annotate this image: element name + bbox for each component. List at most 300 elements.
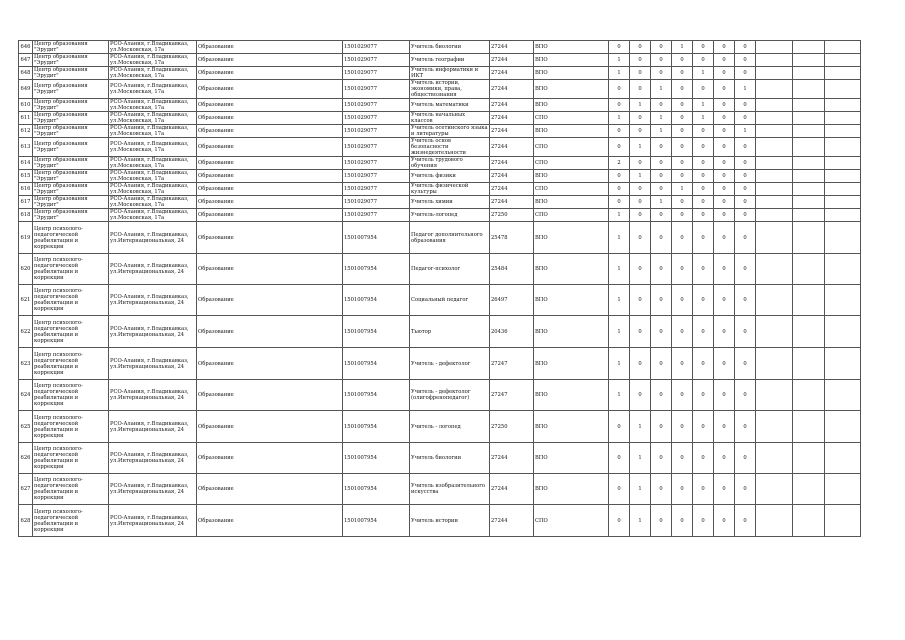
education-level-cell: СПО xyxy=(534,183,609,196)
value-cell: 1 xyxy=(609,348,630,380)
value-cell: 0 xyxy=(714,209,735,222)
value-cell: 0 xyxy=(735,348,756,380)
value-cell: 0 xyxy=(714,183,735,196)
inn-cell: 1501029077 xyxy=(343,170,410,183)
education-level-cell: ВПО xyxy=(534,443,609,474)
value-cell: 0 xyxy=(609,443,630,474)
value-cell: 0 xyxy=(630,54,651,67)
position-cell: Учитель физики xyxy=(410,170,490,183)
value-cell: 0 xyxy=(672,170,693,183)
education-level-cell: ВПО xyxy=(534,170,609,183)
empty-cell xyxy=(825,443,861,474)
empty-cell xyxy=(825,411,861,443)
value-cell: 0 xyxy=(693,138,714,157)
empty-cell xyxy=(793,183,825,196)
sector-cell: Образование xyxy=(197,80,343,99)
inn-cell: 1501007954 xyxy=(343,380,410,411)
value-cell: 1 xyxy=(630,170,651,183)
education-level-cell: ВПО xyxy=(534,316,609,348)
sector-cell: Образование xyxy=(197,254,343,285)
empty-cell xyxy=(793,348,825,380)
position-cell: Учитель-логопед xyxy=(410,209,490,222)
value-cell: 0 xyxy=(693,380,714,411)
value-cell: 0 xyxy=(672,112,693,125)
value-cell: 0 xyxy=(630,125,651,138)
table-row xyxy=(19,380,861,411)
value-cell: 0 xyxy=(693,196,714,209)
inn-cell: 1501007954 xyxy=(343,316,410,348)
value-cell: 0 xyxy=(630,41,651,54)
empty-cell xyxy=(825,222,861,254)
education-level-cell: ВПО xyxy=(534,54,609,67)
sector-cell: Образование xyxy=(197,285,343,316)
vacancy-register-table xyxy=(18,40,861,537)
value-cell: 0 xyxy=(609,411,630,443)
value-cell: 0 xyxy=(714,125,735,138)
value-cell: 0 xyxy=(672,54,693,67)
empty-cell xyxy=(825,316,861,348)
table-row xyxy=(19,54,861,67)
address-cell: РСО-Алания, г.Владикавказ, ул.Интернациональная, 24 xyxy=(109,285,197,316)
education-level-cell: ВПО xyxy=(534,196,609,209)
inn-cell: 1501029077 xyxy=(343,112,410,125)
inn-cell: 1501029077 xyxy=(343,138,410,157)
okpdtr-code-cell: 27244 xyxy=(490,112,534,125)
value-cell: 0 xyxy=(651,41,672,54)
organization-cell: Центр образования "Эрудит" xyxy=(33,183,109,196)
empty-cell xyxy=(825,80,861,99)
organization-cell: Центр образования "Эрудит" xyxy=(33,41,109,54)
position-cell: Учитель биологии xyxy=(410,41,490,54)
value-cell: 0 xyxy=(630,209,651,222)
empty-cell xyxy=(825,157,861,170)
value-cell: 0 xyxy=(714,41,735,54)
sector-cell: Образование xyxy=(197,443,343,474)
okpdtr-code-cell: 20436 xyxy=(490,316,534,348)
organization-cell: Центр психолого-педагогической реабилитации и коррекции xyxy=(33,254,109,285)
okpdtr-code-cell: 25478 xyxy=(490,222,534,254)
row-number-cell: 616 xyxy=(19,183,33,196)
value-cell: 0 xyxy=(714,380,735,411)
value-cell: 0 xyxy=(672,505,693,537)
empty-cell xyxy=(825,254,861,285)
table-row xyxy=(19,157,861,170)
organization-cell: Центр образования "Эрудит" xyxy=(33,125,109,138)
empty-cell xyxy=(756,67,793,80)
address-cell: РСО-Алания, г.Владикавказ, ул.Московская, 17а xyxy=(109,125,197,138)
value-cell: 0 xyxy=(651,316,672,348)
value-cell: 1 xyxy=(693,67,714,80)
empty-cell xyxy=(793,41,825,54)
table-body xyxy=(19,41,861,537)
empty-cell xyxy=(825,99,861,112)
education-level-cell: ВПО xyxy=(534,474,609,505)
education-level-cell: ВПО xyxy=(534,254,609,285)
empty-cell xyxy=(756,380,793,411)
value-cell: 0 xyxy=(672,196,693,209)
value-cell: 0 xyxy=(672,474,693,505)
value-cell: 1 xyxy=(609,222,630,254)
okpdtr-code-cell: 26497 xyxy=(490,285,534,316)
empty-cell xyxy=(825,183,861,196)
empty-cell xyxy=(793,196,825,209)
empty-cell xyxy=(793,209,825,222)
value-cell: 0 xyxy=(630,157,651,170)
empty-cell xyxy=(756,209,793,222)
value-cell: 0 xyxy=(735,443,756,474)
empty-cell xyxy=(825,138,861,157)
empty-cell xyxy=(825,41,861,54)
okpdtr-code-cell: 27244 xyxy=(490,99,534,112)
value-cell: 0 xyxy=(735,99,756,112)
value-cell: 1 xyxy=(672,183,693,196)
position-cell: Педагог-психолог xyxy=(410,254,490,285)
value-cell: 0 xyxy=(714,222,735,254)
position-cell: Учитель начальных классов xyxy=(410,112,490,125)
organization-cell: Центр психолого-педагогической реабилитации и коррекции xyxy=(33,285,109,316)
position-cell: Учитель - логопед xyxy=(410,411,490,443)
organization-cell: Центр образования "Эрудит" xyxy=(33,112,109,125)
address-cell: РСО-Алания, г.Владикавказ, ул.Московская, 17а xyxy=(109,67,197,80)
position-cell: Учитель осетинского языка и литературы xyxy=(411,125,488,137)
table-row xyxy=(19,254,861,285)
value-cell: 0 xyxy=(630,112,651,125)
value-cell: 0 xyxy=(693,285,714,316)
value-cell: 1 xyxy=(630,443,651,474)
value-cell: 0 xyxy=(651,183,672,196)
value-cell: 0 xyxy=(630,285,651,316)
inn-cell: 1501007954 xyxy=(343,505,410,537)
organization-cell: Центр психолого-педагогической реабилитации и коррекции xyxy=(33,474,109,505)
empty-cell xyxy=(756,285,793,316)
organization-cell: Центр образования "Эрудит" xyxy=(33,209,109,222)
value-cell: 1 xyxy=(651,196,672,209)
empty-cell xyxy=(825,112,861,125)
value-cell: 0 xyxy=(693,183,714,196)
value-cell: 0 xyxy=(735,411,756,443)
position-cell: Учитель истории xyxy=(410,505,490,537)
organization-cell: Центр образования "Эрудит" xyxy=(33,80,109,99)
value-cell: 0 xyxy=(630,183,651,196)
value-cell: 0 xyxy=(714,254,735,285)
value-cell: 0 xyxy=(714,316,735,348)
empty-cell xyxy=(793,54,825,67)
organization-cell: Центр психолого-педагогической реабилитации и коррекции xyxy=(33,505,109,537)
organization-cell: Центр образования "Эрудит" xyxy=(33,138,109,157)
value-cell: 0 xyxy=(630,348,651,380)
value-cell: 0 xyxy=(714,443,735,474)
table-row xyxy=(19,209,861,222)
value-cell: 0 xyxy=(651,209,672,222)
empty-cell xyxy=(756,112,793,125)
row-number-cell: 610 xyxy=(19,99,33,112)
empty-cell xyxy=(756,411,793,443)
table-row xyxy=(19,112,861,125)
table-row xyxy=(19,316,861,348)
empty-cell xyxy=(825,67,861,80)
empty-cell xyxy=(825,380,861,411)
value-cell: 0 xyxy=(735,67,756,80)
row-number-cell: 646 xyxy=(19,41,33,54)
row-number-cell: 648 xyxy=(19,67,33,80)
address-cell: РСО-Алания, г.Владикавказ, ул.Московская, 17а xyxy=(109,54,197,67)
table-row xyxy=(19,99,861,112)
value-cell: 0 xyxy=(735,505,756,537)
address-cell: РСО-Алания, г.Владикавказ, ул.Московская, 17а xyxy=(109,183,197,196)
row-number-cell: 615 xyxy=(19,170,33,183)
education-level-cell: СПО xyxy=(534,138,609,157)
organization-cell: Центр образования "Эрудит" xyxy=(33,170,109,183)
value-cell: 0 xyxy=(714,411,735,443)
position-cell: Учитель математики xyxy=(410,99,490,112)
table-row xyxy=(19,138,861,157)
empty-cell xyxy=(756,348,793,380)
education-level-cell: ВПО xyxy=(534,99,609,112)
value-cell: 1 xyxy=(651,125,672,138)
value-cell: 0 xyxy=(630,316,651,348)
value-cell: 0 xyxy=(651,411,672,443)
address-cell: РСО-Алания, г.Владикавказ, ул.Московская, 17а xyxy=(109,80,197,99)
position-cell: Социальный педагог xyxy=(410,285,490,316)
value-cell: 0 xyxy=(693,316,714,348)
okpdtr-code-cell: 27244 xyxy=(490,474,534,505)
empty-cell xyxy=(756,505,793,537)
education-level-cell: ВПО xyxy=(534,67,609,80)
organization-cell: Центр образования "Эрудит" xyxy=(33,157,109,170)
table-row xyxy=(19,67,861,80)
inn-cell: 1501029077 xyxy=(343,54,410,67)
sector-cell: Образование xyxy=(197,505,343,537)
position-cell: Учитель основ безопасности жизнедеятельности xyxy=(410,138,490,157)
value-cell: 0 xyxy=(735,157,756,170)
position-cell: Учитель - дефектолог (олигофренопедагог) xyxy=(410,380,490,411)
value-cell: 0 xyxy=(609,99,630,112)
value-cell: 0 xyxy=(714,80,735,99)
value-cell: 0 xyxy=(630,380,651,411)
value-cell: 2 xyxy=(609,157,630,170)
row-number-cell: 619 xyxy=(19,222,33,254)
value-cell: 0 xyxy=(630,254,651,285)
okpdtr-code-cell: 27244 xyxy=(490,157,534,170)
okpdtr-code-cell: 27250 xyxy=(490,209,534,222)
organization-cell: Центр психолого-педагогической реабилитации и коррекции xyxy=(33,316,109,348)
value-cell: 0 xyxy=(693,157,714,170)
education-level-cell: СПО xyxy=(534,112,609,125)
value-cell: 1 xyxy=(609,67,630,80)
value-cell: 0 xyxy=(672,67,693,80)
table-row xyxy=(19,170,861,183)
value-cell: 0 xyxy=(735,316,756,348)
table-row xyxy=(19,348,861,380)
value-cell: 1 xyxy=(609,380,630,411)
okpdtr-code-cell: 27244 xyxy=(490,138,534,157)
inn-cell: 1501007954 xyxy=(343,348,410,380)
okpdtr-code-cell: 25484 xyxy=(490,254,534,285)
row-number-cell: 618 xyxy=(19,209,33,222)
education-level-cell: ВПО xyxy=(534,380,609,411)
okpdtr-code-cell: 27244 xyxy=(490,443,534,474)
value-cell: 0 xyxy=(735,222,756,254)
value-cell: 0 xyxy=(672,80,693,99)
value-cell: 0 xyxy=(651,443,672,474)
value-cell: 0 xyxy=(693,80,714,99)
address-cell: РСО-Алания, г.Владикавказ, ул.Московская, 17а xyxy=(109,112,197,125)
organization-cell: Центр психолого-педагогической реабилитации и коррекции xyxy=(33,348,109,380)
address-cell: РСО-Алания, г.Владикавказ, ул.Интернациональная, 24 xyxy=(109,443,197,474)
value-cell: 0 xyxy=(651,67,672,80)
value-cell: 0 xyxy=(693,254,714,285)
value-cell: 0 xyxy=(651,157,672,170)
inn-cell: 1501029077 xyxy=(343,41,410,54)
position-cell: Тьютор xyxy=(410,316,490,348)
inn-cell: 1501007954 xyxy=(343,285,410,316)
row-number-cell: 611 xyxy=(19,112,33,125)
value-cell: 0 xyxy=(609,138,630,157)
value-cell: 0 xyxy=(609,170,630,183)
value-cell: 0 xyxy=(630,67,651,80)
empty-cell xyxy=(756,157,793,170)
table-row xyxy=(19,222,861,254)
address-cell: РСО-Алания, г.Владикавказ, ул.Интернациональная, 24 xyxy=(109,316,197,348)
address-cell: РСО-Алания, г.Владикавказ, ул.Интернациональная, 24 xyxy=(109,380,197,411)
value-cell: 0 xyxy=(672,99,693,112)
value-cell: 1 xyxy=(630,411,651,443)
position-cell: Учитель биологии xyxy=(410,443,490,474)
value-cell: 1 xyxy=(630,99,651,112)
address-cell: РСО-Алания, г.Владикавказ, ул.Интернациональная, 24 xyxy=(109,505,197,537)
value-cell: 0 xyxy=(630,196,651,209)
inn-cell: 1501007954 xyxy=(343,254,410,285)
sector-cell: Образование xyxy=(197,474,343,505)
okpdtr-code-cell: 27247 xyxy=(490,380,534,411)
empty-cell xyxy=(825,348,861,380)
value-cell: 0 xyxy=(714,196,735,209)
value-cell: 0 xyxy=(693,505,714,537)
education-level-cell: ВПО xyxy=(534,411,609,443)
value-cell: 0 xyxy=(609,41,630,54)
empty-cell xyxy=(756,170,793,183)
value-cell: 0 xyxy=(651,170,672,183)
education-level-cell: ВПО xyxy=(534,41,609,54)
value-cell: 0 xyxy=(693,54,714,67)
row-number-cell: 628 xyxy=(19,505,33,537)
empty-cell xyxy=(793,411,825,443)
sector-cell: Образование xyxy=(197,348,343,380)
value-cell: 0 xyxy=(735,196,756,209)
empty-cell xyxy=(793,380,825,411)
value-cell: 0 xyxy=(714,67,735,80)
value-cell: 1 xyxy=(651,80,672,99)
okpdtr-code-cell: 27244 xyxy=(490,67,534,80)
empty-cell xyxy=(793,222,825,254)
value-cell: 0 xyxy=(693,222,714,254)
okpdtr-code-cell: 27250 xyxy=(490,411,534,443)
value-cell: 0 xyxy=(672,138,693,157)
education-level-cell: ВПО xyxy=(534,125,609,138)
education-level-cell: ВПО xyxy=(534,222,609,254)
value-cell: 0 xyxy=(693,411,714,443)
organization-cell: Центр психолого-педагогической реабилитации и коррекции xyxy=(33,411,109,443)
empty-cell xyxy=(793,474,825,505)
address-cell: РСО-Алания, г.Владикавказ, ул.Московская, 17а xyxy=(109,157,197,170)
value-cell: 0 xyxy=(609,125,630,138)
empty-cell xyxy=(756,196,793,209)
value-cell: 0 xyxy=(651,254,672,285)
value-cell: 0 xyxy=(735,112,756,125)
sector-cell: Образование xyxy=(197,209,343,222)
value-cell: 0 xyxy=(630,80,651,99)
value-cell: 0 xyxy=(672,285,693,316)
row-number-cell: 622 xyxy=(19,316,33,348)
position-cell: Педагог дополнительного образования xyxy=(410,222,490,254)
row-number-cell: 612 xyxy=(19,125,33,138)
value-cell: 0 xyxy=(735,54,756,67)
value-cell: 0 xyxy=(714,138,735,157)
empty-cell xyxy=(793,125,825,138)
value-cell: 0 xyxy=(735,183,756,196)
inn-cell: 1501007954 xyxy=(343,411,410,443)
value-cell: 0 xyxy=(609,505,630,537)
empty-cell xyxy=(756,474,793,505)
position-cell: Учитель информатики и ИКТ xyxy=(410,67,490,80)
value-cell: 0 xyxy=(651,138,672,157)
value-cell: 0 xyxy=(735,285,756,316)
value-cell: 0 xyxy=(609,474,630,505)
value-cell: 0 xyxy=(651,474,672,505)
value-cell: 0 xyxy=(651,99,672,112)
empty-cell xyxy=(756,443,793,474)
row-number-cell: 617 xyxy=(19,196,33,209)
value-cell: 0 xyxy=(693,125,714,138)
row-number-cell: 620 xyxy=(19,254,33,285)
okpdtr-code-cell: 27244 xyxy=(490,505,534,537)
value-cell: 1 xyxy=(609,316,630,348)
address-cell: РСО-Алания, г.Владикавказ, ул.Интернациональная, 24 xyxy=(109,254,197,285)
sector-cell: Образование xyxy=(197,99,343,112)
position-cell: Учитель - дефектолог xyxy=(410,348,490,380)
empty-cell xyxy=(793,157,825,170)
address-cell: РСО-Алания, г.Владикавказ, ул.Московская, 17а xyxy=(109,209,197,222)
value-cell: 0 xyxy=(735,138,756,157)
value-cell: 0 xyxy=(735,170,756,183)
table-row xyxy=(19,474,861,505)
education-level-cell: СПО xyxy=(534,209,609,222)
row-number-cell: 649 xyxy=(19,80,33,99)
empty-cell xyxy=(756,54,793,67)
empty-cell xyxy=(793,138,825,157)
empty-cell xyxy=(756,316,793,348)
organization-cell: Центр образования "Эрудит" xyxy=(33,54,109,67)
value-cell: 0 xyxy=(714,474,735,505)
value-cell: 0 xyxy=(693,170,714,183)
okpdtr-code-cell: 27247 xyxy=(490,348,534,380)
value-cell: 0 xyxy=(735,41,756,54)
value-cell: 0 xyxy=(672,348,693,380)
empty-cell xyxy=(825,209,861,222)
row-number-cell: 626 xyxy=(19,443,33,474)
table-row xyxy=(19,196,861,209)
empty-cell xyxy=(825,285,861,316)
empty-cell xyxy=(793,112,825,125)
address-cell: РСО-Алания, г.Владикавказ, ул.Московская, 17а xyxy=(109,196,197,209)
table-row xyxy=(19,443,861,474)
okpdtr-code-cell: 27244 xyxy=(490,41,534,54)
okpdtr-code-cell: 27244 xyxy=(490,196,534,209)
row-number-cell: 614 xyxy=(19,157,33,170)
education-level-cell: ВПО xyxy=(534,80,609,99)
row-number-cell: 625 xyxy=(19,411,33,443)
education-level-cell: СПО xyxy=(534,157,609,170)
